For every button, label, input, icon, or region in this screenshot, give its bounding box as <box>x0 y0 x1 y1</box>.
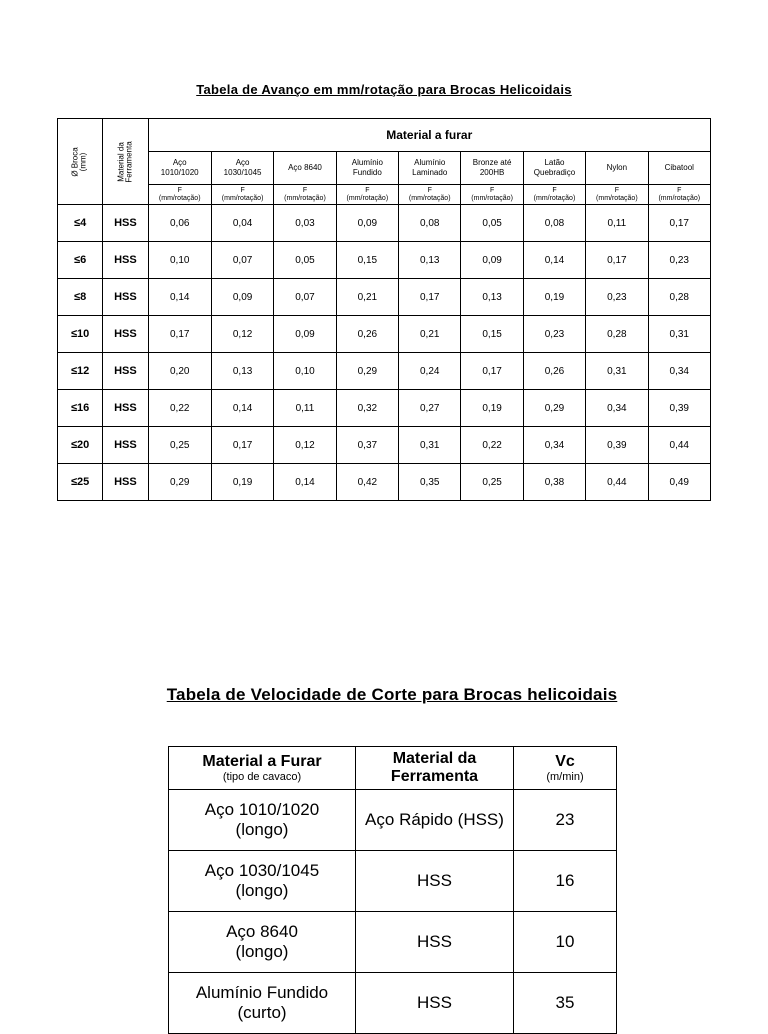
tool-material-cell: HSS <box>103 464 148 501</box>
feed-value-cell: 0,31 <box>648 316 710 353</box>
cutting-speed-cell: 16 <box>514 851 617 912</box>
feed-value-cell: 0,28 <box>648 279 710 316</box>
material-cell: Alumínio Fundido (curto) <box>169 973 356 1034</box>
material-cell: Aço 1010/1020 (longo) <box>169 790 356 851</box>
unit-header-5: F (mm/rotação) <box>461 185 523 205</box>
speed-header-label: Material a Furar <box>202 753 322 770</box>
material-header-0: Aço 1010/1020 <box>148 152 211 185</box>
feed-value-cell: 0,34 <box>648 353 710 390</box>
feed-value-cell: 0,23 <box>586 279 648 316</box>
tool-material-header-label: Material da Ferramenta <box>116 140 134 183</box>
material-header-6: Latão Quebradiço <box>523 152 585 185</box>
drill-diameter-header <box>58 119 103 205</box>
feed-value-cell: 0,13 <box>461 279 523 316</box>
table-row <box>58 464 711 501</box>
feed-value-cell: 0,20 <box>148 353 211 390</box>
feed-value-cell: 0,17 <box>586 242 648 279</box>
feed-value-cell: 0,17 <box>399 279 461 316</box>
feed-value-cell: 0,12 <box>274 427 336 464</box>
feed-value-cell: 0,15 <box>461 316 523 353</box>
feed-value-cell: 0,34 <box>523 427 585 464</box>
feed-value-cell: 0,19 <box>523 279 585 316</box>
material-header-2: Aço 8640 <box>274 152 336 185</box>
feed-value-cell: 0,07 <box>211 242 273 279</box>
material-header-5: Bronze até 200HB <box>461 152 523 185</box>
feed-value-cell: 0,08 <box>399 205 461 242</box>
feed-value-cell: 0,23 <box>523 316 585 353</box>
drill-diameter-cell: ≤6 <box>58 242 103 279</box>
feed-value-cell: 0,31 <box>399 427 461 464</box>
feed-value-cell: 0,39 <box>648 390 710 427</box>
tool-material-cell: HSS <box>103 242 148 279</box>
feed-value-cell: 0,14 <box>274 464 336 501</box>
material-cell: Aço 8640 (longo) <box>169 912 356 973</box>
table-row <box>169 790 617 851</box>
tool-material-cell: HSS <box>356 912 514 973</box>
material-header-1: Aço 1030/1045 <box>211 152 273 185</box>
unit-header-6: F (mm/rotação) <box>523 185 585 205</box>
material-header-7: Nylon <box>586 152 648 185</box>
unit-header-8: F (mm/rotação) <box>648 185 710 205</box>
feed-value-cell: 0,21 <box>336 279 398 316</box>
feed-value-cell: 0,21 <box>399 316 461 353</box>
feed-value-cell: 0,19 <box>461 390 523 427</box>
tool-material-cell: Aço Rápido (HSS) <box>356 790 514 851</box>
drill-diameter-cell: ≤20 <box>58 427 103 464</box>
feed-value-cell: 0,17 <box>461 353 523 390</box>
unit-header-7: F (mm/rotação) <box>586 185 648 205</box>
table-row <box>58 242 711 279</box>
speed-header-sublabel: (tipo de cavaco) <box>222 771 302 783</box>
feed-value-cell: 0,09 <box>336 205 398 242</box>
drill-diameter-cell: ≤4 <box>58 205 103 242</box>
material-header-3: Alumínio Fundido <box>336 152 398 185</box>
feed-value-cell: 0,37 <box>336 427 398 464</box>
feed-value-cell: 0,26 <box>523 353 585 390</box>
feed-value-cell: 0,38 <box>523 464 585 501</box>
speed-header-label: Material da Ferramenta <box>390 750 479 785</box>
feed-value-cell: 0,04 <box>211 205 273 242</box>
feed-value-cell: 0,13 <box>399 242 461 279</box>
feed-value-cell: 0,28 <box>586 316 648 353</box>
drill-diameter-header-label: Ø Broca (mm) <box>71 146 89 177</box>
material-header-4: Alumínio Laminado <box>399 152 461 185</box>
feed-value-cell: 0,09 <box>211 279 273 316</box>
feed-value-cell: 0,06 <box>148 205 211 242</box>
feed-value-cell: 0,10 <box>274 353 336 390</box>
cutting-speed-cell: 35 <box>514 973 617 1034</box>
feed-value-cell: 0,31 <box>586 353 648 390</box>
feed-value-cell: 0,32 <box>336 390 398 427</box>
feed-value-cell: 0,34 <box>586 390 648 427</box>
feed-value-cell: 0,29 <box>523 390 585 427</box>
tool-material-header <box>103 119 148 205</box>
feed-rate-table <box>57 118 711 501</box>
unit-header-0: F (mm/rotação) <box>148 185 211 205</box>
table-row <box>58 427 711 464</box>
material-header-8: Cibatool <box>648 152 710 185</box>
feed-value-cell: 0,12 <box>211 316 273 353</box>
feed-value-cell: 0,42 <box>336 464 398 501</box>
feed-value-cell: 0,44 <box>648 427 710 464</box>
table-row <box>169 851 617 912</box>
tool-material-cell: HSS <box>103 353 148 390</box>
feed-value-cell: 0,25 <box>461 464 523 501</box>
feed-value-cell: 0,17 <box>148 316 211 353</box>
drill-diameter-cell: ≤8 <box>58 279 103 316</box>
drill-diameter-cell: ≤16 <box>58 390 103 427</box>
feed-value-cell: 0,17 <box>211 427 273 464</box>
feed-value-cell: 0,17 <box>648 205 710 242</box>
feed-value-cell: 0,44 <box>586 464 648 501</box>
feed-value-cell: 0,15 <box>336 242 398 279</box>
drill-diameter-cell: ≤25 <box>58 464 103 501</box>
feed-value-cell: 0,05 <box>274 242 336 279</box>
feed-value-cell: 0,14 <box>211 390 273 427</box>
table-row <box>58 353 711 390</box>
table-row <box>58 205 711 242</box>
feed-value-cell: 0,10 <box>148 242 211 279</box>
drill-diameter-cell: ≤12 <box>58 353 103 390</box>
speed-header-label: Vc <box>555 753 575 770</box>
feed-value-cell: 0,29 <box>148 464 211 501</box>
unit-header-1: F (mm/rotação) <box>211 185 273 205</box>
tool-material-cell: HSS <box>103 390 148 427</box>
feed-value-cell: 0,09 <box>274 316 336 353</box>
feed-value-cell: 0,23 <box>648 242 710 279</box>
feed-value-cell: 0,29 <box>336 353 398 390</box>
feed-value-cell: 0,03 <box>274 205 336 242</box>
feed-value-cell: 0,49 <box>648 464 710 501</box>
feed-value-cell: 0,14 <box>523 242 585 279</box>
table-row <box>58 316 711 353</box>
feed-value-cell: 0,25 <box>148 427 211 464</box>
feed-value-cell: 0,09 <box>461 242 523 279</box>
tool-material-cell: HSS <box>103 427 148 464</box>
table-row <box>58 390 711 427</box>
cutting-speed-cell: 23 <box>514 790 617 851</box>
feed-value-cell: 0,26 <box>336 316 398 353</box>
table-row <box>169 912 617 973</box>
feed-value-cell: 0,35 <box>399 464 461 501</box>
speed-header-0 <box>169 747 356 790</box>
feed-value-cell: 0,11 <box>586 205 648 242</box>
feed-value-cell: 0,22 <box>461 427 523 464</box>
tool-material-cell: HSS <box>103 279 148 316</box>
feed-value-cell: 0,05 <box>461 205 523 242</box>
table-row <box>169 973 617 1034</box>
unit-header-2: F (mm/rotação) <box>274 185 336 205</box>
tool-material-cell: HSS <box>103 316 148 353</box>
cutting-speed-table-title: Tabela de Velocidade de Corte para Brocas helicoidais <box>166 685 618 704</box>
tool-material-cell: HSS <box>356 851 514 912</box>
speed-header-1 <box>356 747 514 790</box>
speed-header-sublabel: (m/min) <box>546 771 584 783</box>
unit-header-4: F (mm/rotação) <box>399 185 461 205</box>
feed-value-cell: 0,27 <box>399 390 461 427</box>
material-cell: Aço 1030/1045 (longo) <box>169 851 356 912</box>
feed-value-cell: 0,39 <box>586 427 648 464</box>
cutting-speed-table <box>168 746 617 1034</box>
drill-diameter-cell: ≤10 <box>58 316 103 353</box>
tool-material-cell: HSS <box>356 973 514 1034</box>
feed-value-cell: 0,07 <box>274 279 336 316</box>
table-row <box>58 279 711 316</box>
material-group-header: Material a furar <box>148 119 710 152</box>
feed-value-cell: 0,08 <box>523 205 585 242</box>
tool-material-cell: HSS <box>103 205 148 242</box>
speed-header-2 <box>514 747 617 790</box>
feed-value-cell: 0,22 <box>148 390 211 427</box>
feed-value-cell: 0,24 <box>399 353 461 390</box>
feed-value-cell: 0,19 <box>211 464 273 501</box>
feed-value-cell: 0,14 <box>148 279 211 316</box>
feed-value-cell: 0,13 <box>211 353 273 390</box>
feed-value-cell: 0,11 <box>274 390 336 427</box>
cutting-speed-cell: 10 <box>514 912 617 973</box>
unit-header-3: F (mm/rotação) <box>336 185 398 205</box>
feed-table-title: Tabela de Avanço em mm/rotação para Brocas Helicoidais <box>196 82 572 97</box>
